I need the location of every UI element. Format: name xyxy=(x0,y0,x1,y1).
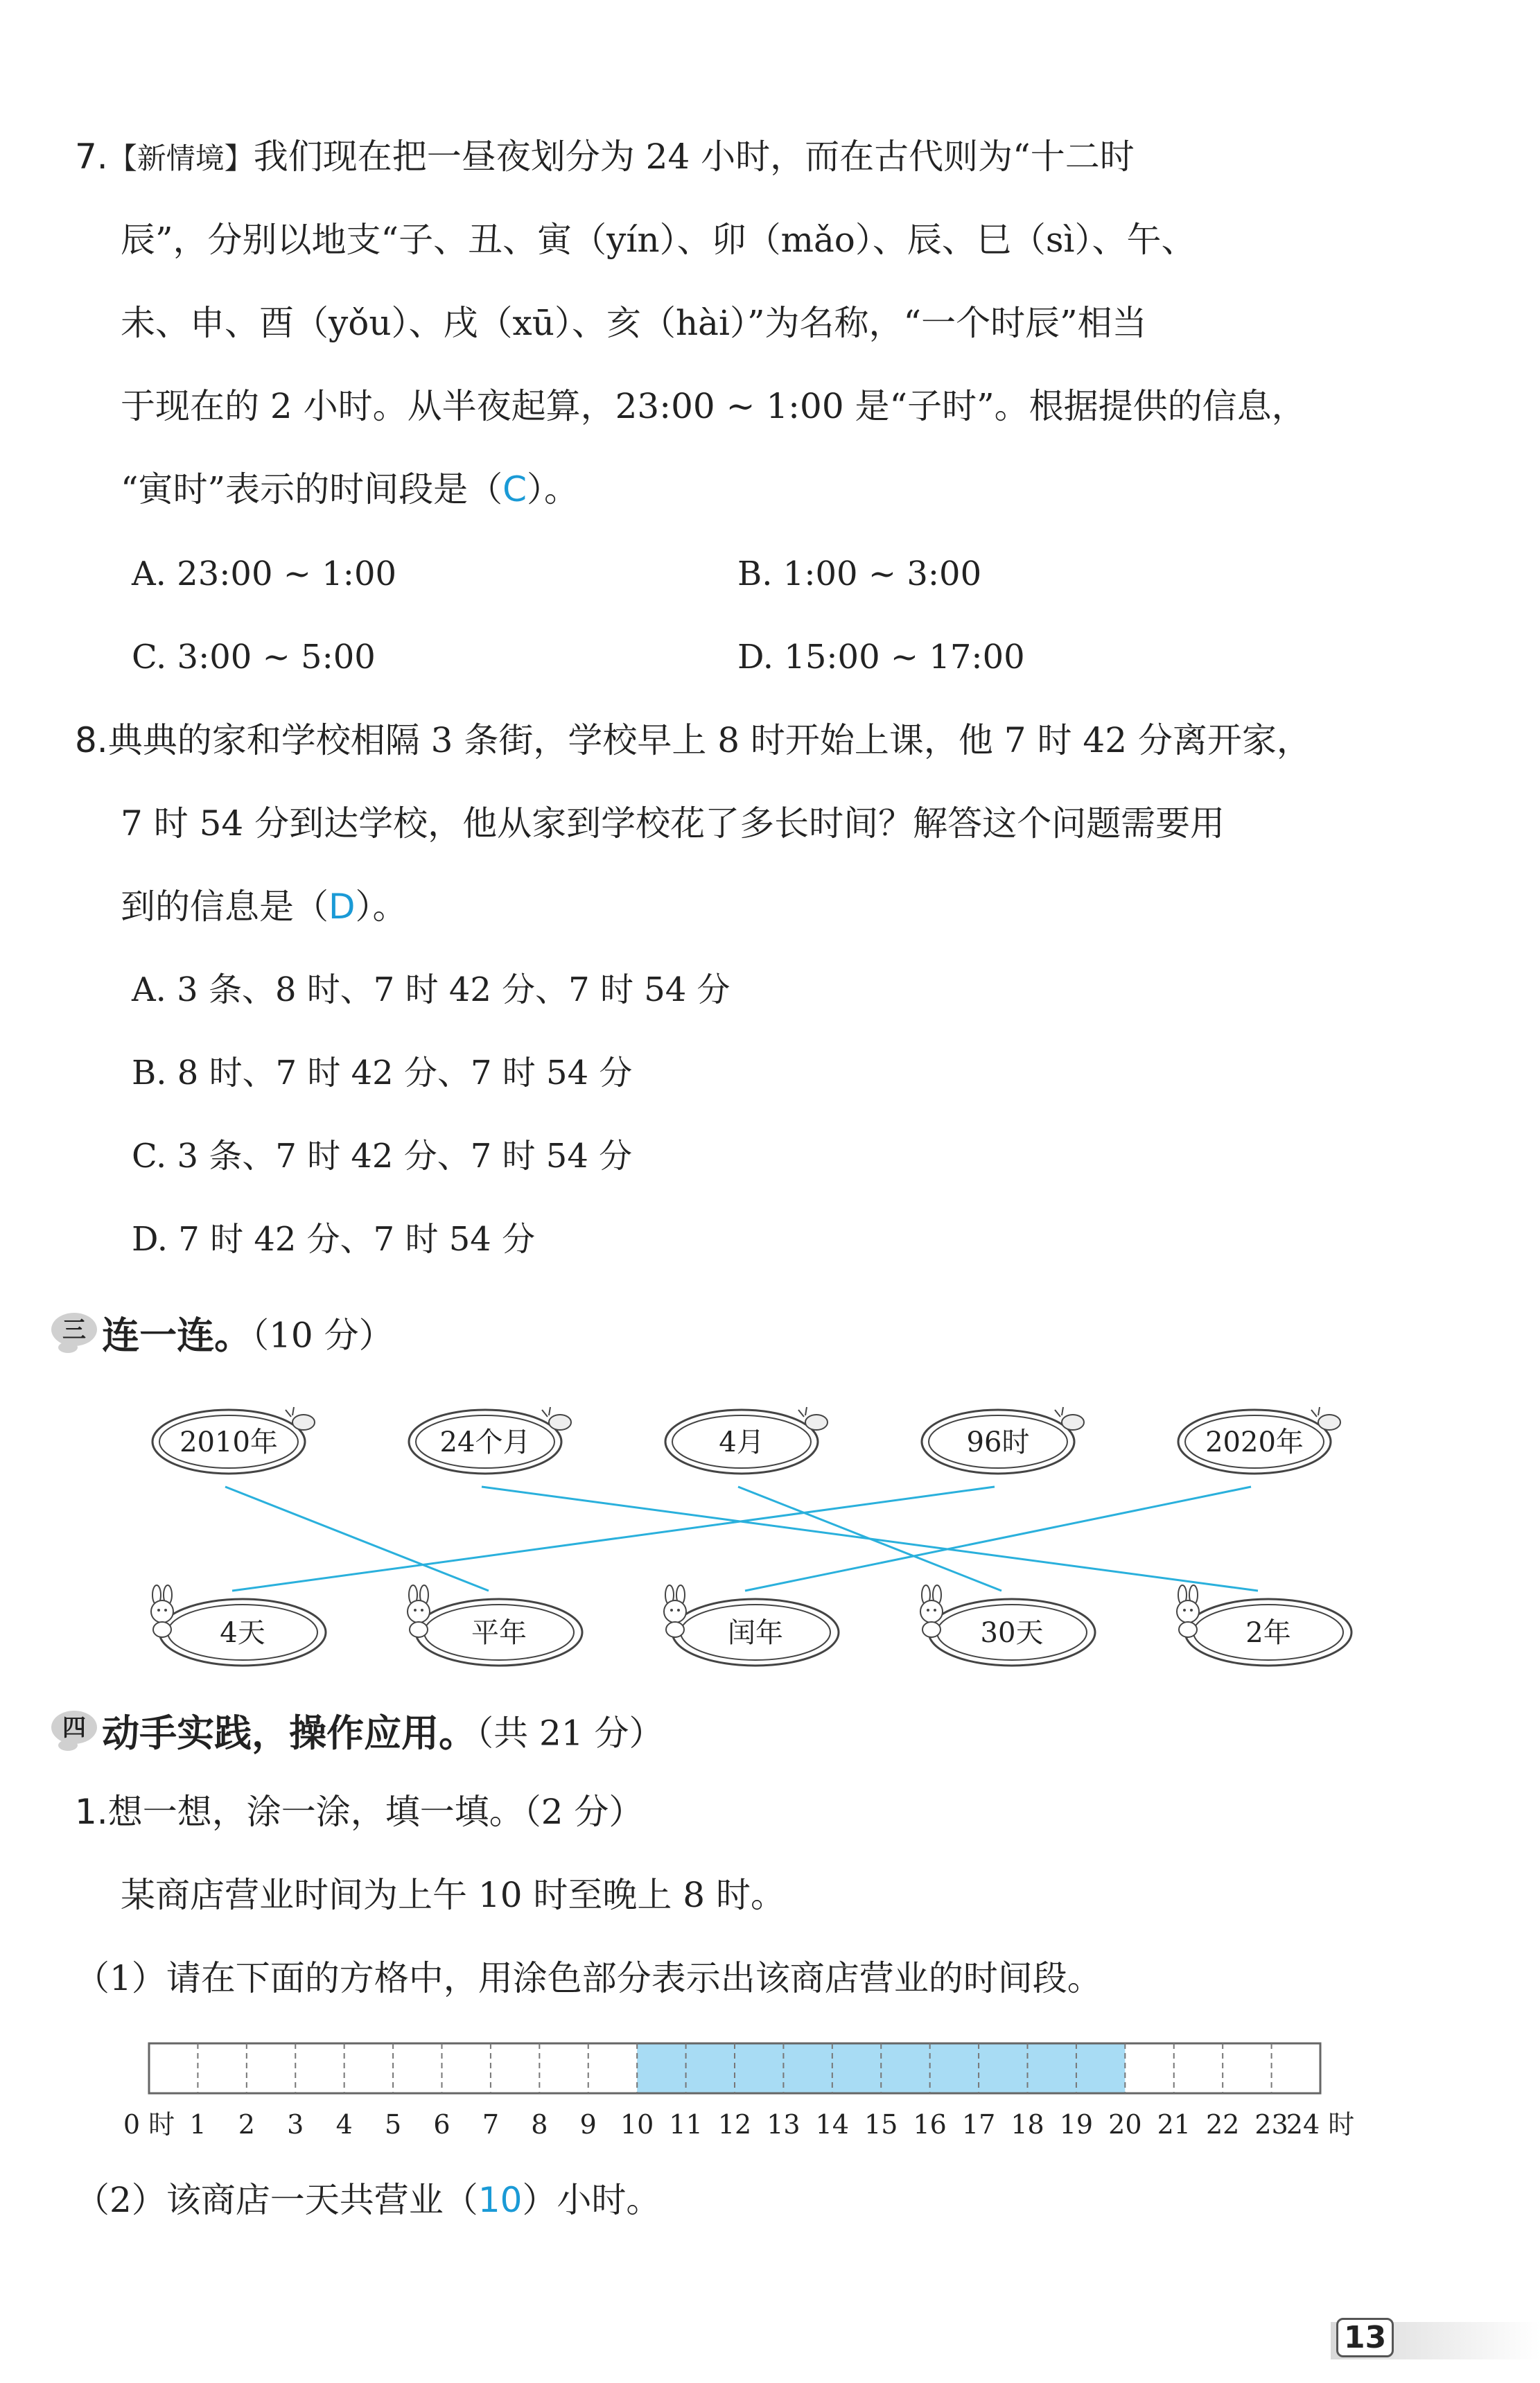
q7-answer: C xyxy=(502,469,527,509)
connection-line xyxy=(738,1487,1001,1591)
time-grid xyxy=(104,2038,1393,2163)
hour-tick-label: 1 xyxy=(189,2109,207,2140)
hour-tick-label: 16 xyxy=(913,2109,947,2140)
bottom-item-label: 2年 xyxy=(1245,1617,1291,1649)
top-item-label: 2010年 xyxy=(180,1426,278,1458)
bottom-cloud-item[interactable] xyxy=(920,1585,1095,1666)
q7-line2: 辰”，分别以地支“子、丑、寅（yín）、卯（mǎo）、辰、巳（sì）、午、 xyxy=(121,220,1196,260)
hour-tick-label: 14 xyxy=(815,2109,850,2140)
top-item-label: 96时 xyxy=(966,1426,1030,1458)
top-cloud-item[interactable] xyxy=(1178,1407,1340,1474)
top-item-label: 2020年 xyxy=(1205,1426,1304,1458)
hour-tick-label: 2 xyxy=(238,2109,255,2140)
s4-part2-answer: 10 xyxy=(478,2180,523,2220)
q7-line5-post: ）。 xyxy=(527,469,579,509)
connection-line xyxy=(225,1487,489,1591)
bunny-icon xyxy=(1177,1585,1199,1637)
hour-tick-label: 21 xyxy=(1157,2109,1191,2140)
hour-tick-label: 7 xyxy=(482,2109,500,2140)
hour-tick-label: 10 xyxy=(620,2109,654,2140)
hour-tick-label: 8 xyxy=(531,2109,548,2140)
s4-part2 xyxy=(75,2179,660,2221)
top-item-label: 24个月 xyxy=(439,1426,531,1458)
hour-tick-label: 23 xyxy=(1254,2109,1288,2140)
s4-part2-pre: （2）该商店一天共营业（ xyxy=(75,2180,478,2220)
top-cloud-item[interactable] xyxy=(409,1407,571,1474)
q7-text xyxy=(75,136,1135,180)
hour-tick-label: 4 xyxy=(335,2109,353,2140)
section4-badge: 四 xyxy=(62,1713,86,1742)
q7-tag: 【新情境】 xyxy=(107,141,254,175)
section4-header xyxy=(50,1704,664,1757)
q8-line3-pre: 到的信息是（ xyxy=(121,887,329,927)
q8-option-a: A. 3 条、8 时、7 时 42 分、7 时 54 分 xyxy=(132,970,730,1009)
q8-option-c: C. 3 条、7 时 42 分、7 时 54 分 xyxy=(132,1137,633,1176)
connection-line xyxy=(745,1487,1251,1591)
bunny-icon xyxy=(664,1585,686,1637)
q7-number: 7. xyxy=(75,137,108,177)
section-badge-icon xyxy=(50,1311,98,1354)
hour-tick-label: 20 xyxy=(1108,2109,1142,2140)
s4-q1-line xyxy=(75,1791,643,1833)
q7-line3: 未、申、酉（yǒu）、戌（xū）、亥（hài）”为名称，“一个时辰”相当 xyxy=(121,303,1147,343)
q8-number: 8. xyxy=(75,720,108,760)
bunny-icon xyxy=(151,1585,173,1637)
bottom-item-label: 4天 xyxy=(220,1617,265,1649)
top-cloud-item[interactable] xyxy=(922,1407,1084,1474)
bottom-item-label: 平年 xyxy=(471,1617,527,1649)
section3-badge: 三 xyxy=(62,1316,86,1344)
section3-score: （10 分） xyxy=(252,1315,394,1356)
bottom-cloud-item[interactable] xyxy=(664,1585,839,1666)
hour-tick-label: 15 xyxy=(864,2109,898,2140)
section-badge-icon xyxy=(50,1709,98,1752)
hour-tick-label: 17 xyxy=(961,2109,996,2140)
section4-title: 动手实践，操作应用。 xyxy=(102,1711,477,1755)
q8-line1: 典典的家和学校相隔 3 条街，学校早上 8 时开始上课，他 7 时 42 分离开家， xyxy=(107,720,1311,760)
connection-line xyxy=(232,1487,995,1591)
q8-line3-post: ）。 xyxy=(355,887,408,927)
hour-tick-label: 13 xyxy=(767,2109,800,2140)
q7-option-d: D. 15:00 ~ 17:00 xyxy=(737,638,1025,677)
q8-line3 xyxy=(121,886,408,927)
hour-tick-label: 18 xyxy=(1010,2109,1044,2140)
q7-line5 xyxy=(121,469,579,510)
q7-option-b: B. 1:00 ~ 3:00 xyxy=(737,555,982,593)
hour-tick-label: 9 xyxy=(579,2109,597,2140)
hour-tick-label: 19 xyxy=(1059,2109,1094,2140)
section4-score: （共 21 分） xyxy=(476,1713,664,1754)
page-number: 13 xyxy=(1336,2318,1394,2357)
hour-tick-label: 3 xyxy=(287,2109,304,2140)
bunny-icon xyxy=(920,1585,943,1637)
s4-q1-number: 1. xyxy=(75,1792,108,1832)
section3-title: 连一连。 xyxy=(102,1313,252,1357)
q7-option-a: A. 23:00 ~ 1:00 xyxy=(132,555,397,593)
q7-line1: 我们现在把一昼夜划分为 24 小时，而在古代则为“十二时 xyxy=(253,137,1135,177)
bottom-cloud-item[interactable] xyxy=(408,1585,582,1666)
bottom-cloud-item[interactable] xyxy=(1177,1585,1351,1666)
bottom-item-label: 30天 xyxy=(980,1617,1044,1649)
q8-line1-wrap xyxy=(75,719,1311,761)
bunny-icon xyxy=(408,1585,430,1637)
q8-answer: D xyxy=(329,887,356,927)
s4-q1-desc: 某商店营业时间为上午 10 时至晚上 8 时。 xyxy=(121,1875,786,1915)
q7-line4: 于现在的 2 小时。从半夜起算，23:00 ~ 1:00 是“子时”。根据提供的信息， xyxy=(121,386,1306,426)
q7-option-c: C. 3:00 ~ 5:00 xyxy=(132,638,376,677)
hour-tick-label: 24 时 xyxy=(1286,2109,1355,2140)
bottom-cloud-item[interactable] xyxy=(151,1585,326,1666)
hour-tick-label: 5 xyxy=(384,2109,402,2140)
s4-part2-post: ）小时。 xyxy=(522,2180,661,2220)
s4-q1-title: 想一想，涂一涂，填一填。（2 分） xyxy=(107,1792,644,1832)
top-item-label: 4月 xyxy=(719,1426,764,1458)
hour-tick-label: 6 xyxy=(433,2109,450,2140)
top-cloud-item[interactable] xyxy=(152,1407,315,1474)
bottom-item-label: 闰年 xyxy=(728,1617,783,1649)
s4-part1: （1）请在下面的方格中，用涂色部分表示出该商店营业的时间段。 xyxy=(75,1958,1102,1998)
section3-header xyxy=(50,1306,394,1359)
q8-option-d: D. 7 时 42 分、7 时 54 分 xyxy=(132,1220,536,1259)
q8-option-b: B. 8 时、7 时 42 分、7 时 54 分 xyxy=(132,1054,633,1092)
hour-tick-label: 0 时 xyxy=(123,2109,175,2140)
matching-diagram xyxy=(0,1386,1540,1684)
hour-tick-label: 22 xyxy=(1205,2109,1240,2140)
q8-line2: 7 时 54 分到达学校，他从家到学校花了多长时间？解答这个问题需要用 xyxy=(121,803,1225,844)
top-cloud-item[interactable] xyxy=(665,1407,828,1474)
q7-line5-pre: “寅时”表示的时间段是（ xyxy=(121,469,503,509)
hour-tick-label: 11 xyxy=(669,2109,703,2140)
hour-tick-label: 12 xyxy=(717,2109,752,2140)
